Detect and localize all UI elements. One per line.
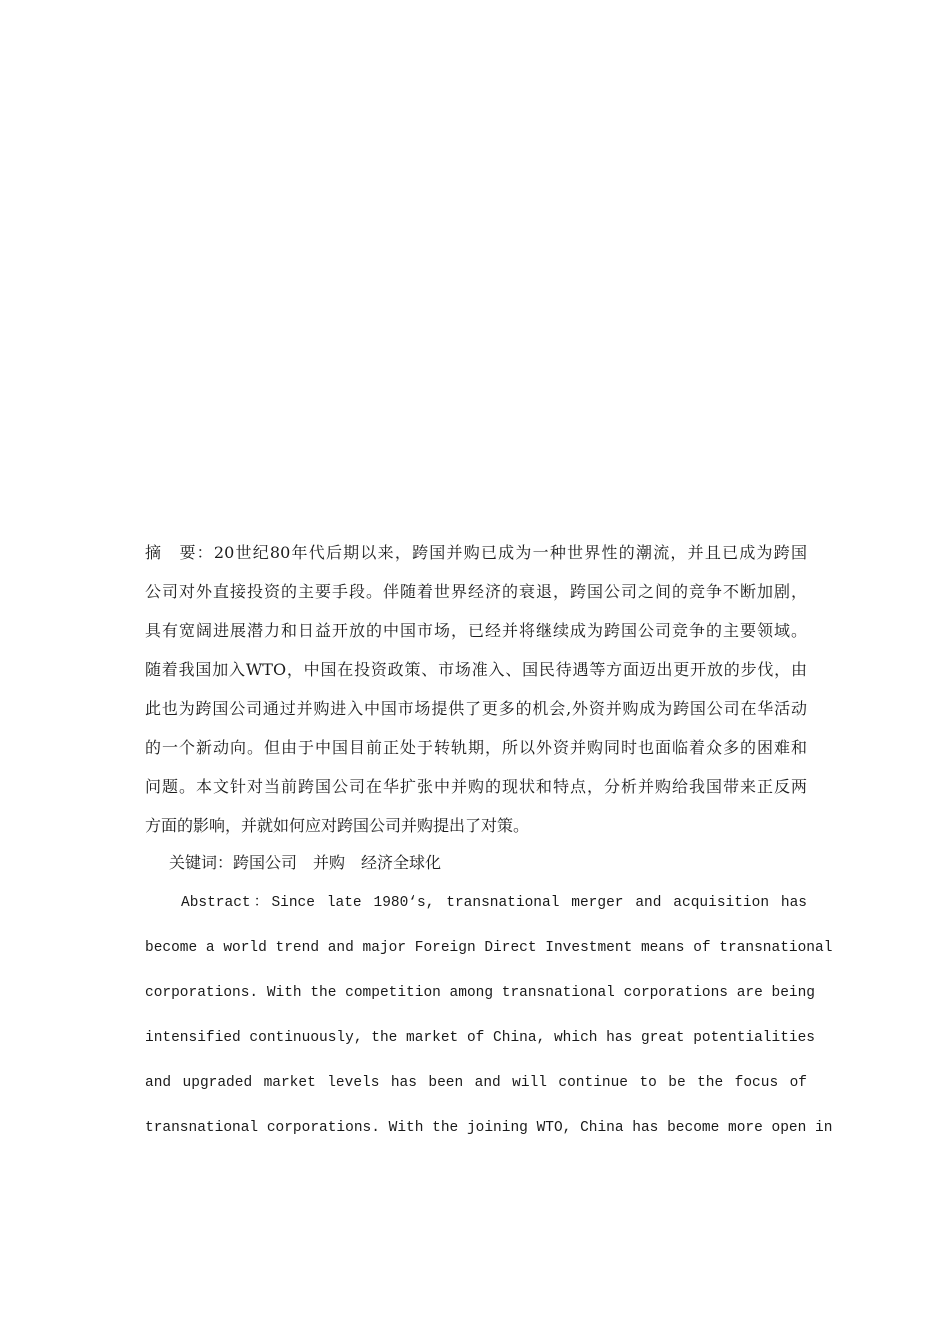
chinese-abstract-line: 随着我国加入WTO，中国在投资政策、市场准入、国民待遇等方面迈出更开放的步伐，由 [145, 660, 807, 679]
chinese-abstract [145, 533, 807, 845]
english-abstract-line: Abstract：Since late 1980‘s, transnational merger and acquisition has [181, 895, 807, 911]
chinese-abstract-line: 具有宽阔进展潜力和日益开放的中国市场，已经并将继续成为跨国公司竞争的主要领域。 [145, 621, 807, 640]
chinese-abstract-line: 问题。本文针对当前跨国公司在华扩张中并购的现状和特点，分析并购给我国带来正反两 [145, 777, 807, 796]
keywords-line: 关键词：跨国公司 并购 经济全球化 [169, 853, 442, 872]
english-abstract-line: and upgraded market levels has been and will continue to be the focus of [145, 1075, 807, 1091]
abstract-section [145, 533, 833, 1151]
english-abstract-line: become a world trend and major Foreign Direct Investment means of transnational [145, 940, 833, 956]
english-abstract-line: intensified continuously, the market of China, which has great potentialities [145, 1030, 816, 1046]
chinese-abstract-line: 方面的影响，并就如何应对跨国公司并购提出了对策。 [145, 816, 530, 835]
english-abstract-line: transnational corporations. With the joining WTO, China has become more open in [145, 1120, 833, 1136]
english-abstract [145, 881, 833, 1151]
english-abstract-line: corporations. With the competition among transnational corporations are being [145, 985, 816, 1001]
chinese-abstract-line: 公司对外直接投资的主要手段。伴随着世界经济的衰退，跨国公司之间的竞争不断加剧， [145, 582, 807, 601]
chinese-abstract-line: 此也为跨国公司通过并购进入中国市场提供了更多的机会,外资并购成为跨国公司在华活动 [145, 699, 807, 718]
chinese-abstract-line: 摘 要：20世纪80年代后期以来，跨国并购已成为一种世界性的潮流，并且已成为跨国 [145, 543, 807, 562]
chinese-abstract-line: 的一个新动向。但由于中国目前正处于转轨期，所以外资并购同时也面临着众多的困难和 [145, 738, 807, 757]
